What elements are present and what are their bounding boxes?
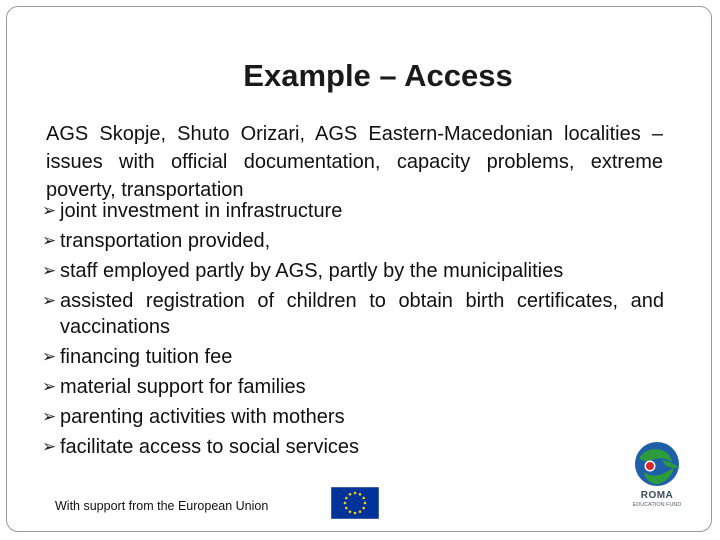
arrow-bullet-icon: ➢ [42, 377, 57, 396]
arrow-bullet-icon: ➢ [42, 347, 57, 366]
eu-flag-icon [331, 487, 379, 519]
intro-paragraph: AGS Skopje, Shuto Orizari, AGS Eastern-Macedonian localities – issues with official documentation, capacity problems, extreme poverty, transportation [46, 123, 663, 201]
bullet-item [42, 198, 664, 224]
bullet-item [42, 344, 664, 370]
roma-education-fund-logo-icon [626, 438, 688, 522]
arrow-bullet-icon: ➢ [42, 291, 57, 310]
bullet-item [42, 288, 664, 340]
bullet-text: facilitate access to social services [60, 436, 360, 458]
bullet-text: staff employed partly by AGS, partly by the municipalities [60, 260, 564, 282]
bullet-text: parenting activities with mothers [60, 406, 345, 428]
bullet-text: joint investment in infrastructure [60, 200, 343, 222]
arrow-bullet-icon: ➢ [42, 437, 57, 456]
bullet-item [42, 228, 664, 254]
bullet-item [42, 258, 664, 284]
eu-support-text: With support from the European Union [55, 499, 269, 513]
bullet-item [42, 404, 664, 430]
ref-logo-name: ROMA [640, 490, 674, 501]
arrow-bullet-icon: ➢ [42, 201, 57, 220]
ref-logo-subtitle: EDUCATION FUND [632, 502, 682, 508]
arrow-bullet-icon: ➢ [42, 407, 57, 426]
bullet-list [42, 198, 664, 464]
arrow-bullet-icon: ➢ [42, 261, 57, 280]
bullet-text: transportation provided, [60, 230, 271, 252]
bullet-item [42, 434, 664, 460]
bullet-item [42, 374, 664, 400]
slide-title: Example – Access [243, 58, 513, 93]
bullet-text: assisted registration of children to obtain birth certificates, and vaccinations [60, 290, 664, 338]
bullet-text: financing tuition fee [60, 346, 233, 368]
arrow-bullet-icon: ➢ [42, 231, 57, 250]
bullet-text: material support for families [60, 376, 306, 398]
